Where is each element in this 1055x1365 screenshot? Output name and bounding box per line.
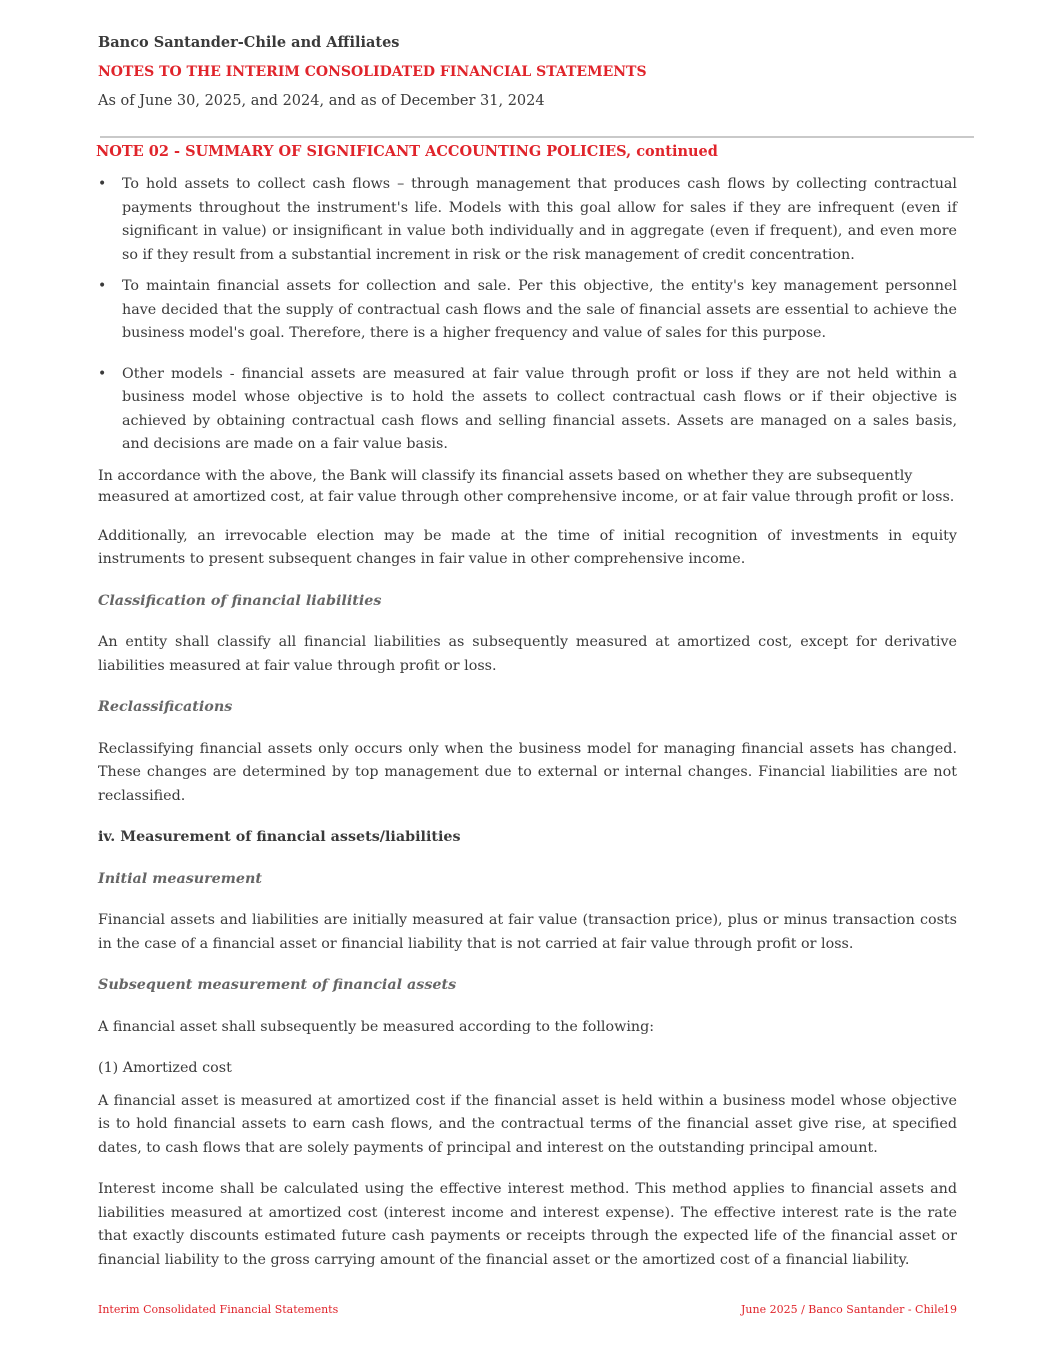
company-name: Banco Santander-Chile and Affiliates: [98, 34, 400, 51]
bullet-icon: •: [98, 278, 107, 294]
irrevocable-election-paragraph: Additionally, an irrevocable election may be made at the time of initial recognition of investments in equity instruments to present subsequent changes in fair value in other comprehensive income.: [98, 527, 957, 567]
subsequent-measurement-heading: Subsequent measurement of financial assets: [98, 977, 457, 993]
list-item: [98, 275, 957, 346]
bullet-icon: •: [98, 365, 107, 382]
amortized-cost-label: (1) Amortized cost: [98, 1060, 232, 1076]
notes-title: NOTES TO THE INTERIM CONSOLIDATED FINANCIAL STATEMENTS: [98, 64, 647, 80]
footer-document-title: Interim Consolidated Financial Statements: [98, 1303, 339, 1316]
page-number: 19: [943, 1303, 957, 1316]
business-model-list: [98, 173, 957, 457]
interest-income-paragraph: Interest income shall be calculated using the effective interest method. This method applies to financial assets and liabilities measured at amortized cost (interest income and interest expense). The effective interest rate is the rate that exactly discounts estimated future cash payments or receipts through the expected life of the financial asset or financial liability to the gross carrying amount of the financial asset or the amortized cost of a financial liability.: [98, 1181, 957, 1268]
list-item-text: Other models - financial assets are measured at fair value through profit or loss if they are not held within a business model whose objective is to hold the assets to collect contractual cash flows or if their objective is achieved by obtaining contractual cash flows and selling financial assets. Assets are managed on a sales basis, and decisions are made on a fair value basis.: [122, 365, 957, 452]
note-title: NOTE 02 - SUMMARY OF SIGNIFICANT ACCOUNTING POLICIES, continued: [96, 143, 718, 160]
classification-paragraph: In accordance with the above, the Bank will classify its financial assets based on whether they are subsequently measured at amortized cost, at fair value through other comprehensive income, or at fair value through profit or loss.: [98, 467, 955, 505]
reclassifications-paragraph: Reclassifying financial assets only occurs only when the business model for managing financial assets has changed. These changes are determined by top management due to external or internal changes. Financial liabilities are not reclassified.: [98, 740, 957, 804]
reclassifications-heading: Reclassifications: [98, 699, 233, 715]
measurement-section-heading: iv. Measurement of financial assets/liabilities: [98, 829, 461, 845]
initial-measurement-paragraph: Financial assets and liabilities are initially measured at fair value (transaction price), plus or minus transaction costs in the case of a financial asset or financial liability that is not carried at fair value through profit or loss.: [98, 912, 957, 952]
subsequent-measurement-intro: A financial asset shall subsequently be measured according to the following:: [98, 1018, 655, 1035]
footer-period-bank: June 2025 / Banco Santander - Chile: [741, 1303, 945, 1316]
reporting-period: As of June 30, 2025, and 2024, and as of December 31, 2024: [98, 93, 545, 109]
amortized-cost-paragraph: A financial asset is measured at amortized cost if the financial asset is held within a business model whose objective is to hold financial assets to earn cash flows, and the contractual terms of the financial asset give rise, at specified dates, to cash flows that are solely payments of principal and interest on the outstanding principal amount.: [98, 1092, 957, 1156]
classification-liabilities-paragraph: An entity shall classify all financial liabilities as subsequently measured at amortized cost, except for derivative liabilities measured at fair value through profit or loss.: [98, 634, 957, 674]
list-item-text: To hold assets to collect cash flows – through management that produces cash flows by collecting contractual payments throughout the instrument's life. Models with this goal allow for sales if they are infrequent (even if significant in value) or insignificant in value both individually and in aggregate (even if frequent), and even more so if they result from a substantial increment in risk or the risk management of credit concentration.: [122, 176, 957, 263]
header-divider: [100, 136, 974, 138]
list-item: [98, 173, 957, 267]
initial-measurement-heading: Initial measurement: [98, 870, 263, 887]
main-content: [98, 173, 957, 1272]
classification-liabilities-heading: Classification of financial liabilities: [98, 592, 382, 609]
bullet-icon: •: [98, 176, 107, 192]
list-item-text: To maintain financial assets for collection and sale. Per this objective, the entity's key management personnel have decided that the supply of contractual cash flows and the sale of financial assets are essential to achieve the business model's goal. Therefore, there is a higher frequency and value of sales for this purpose.: [122, 278, 957, 341]
list-item: [98, 363, 957, 457]
